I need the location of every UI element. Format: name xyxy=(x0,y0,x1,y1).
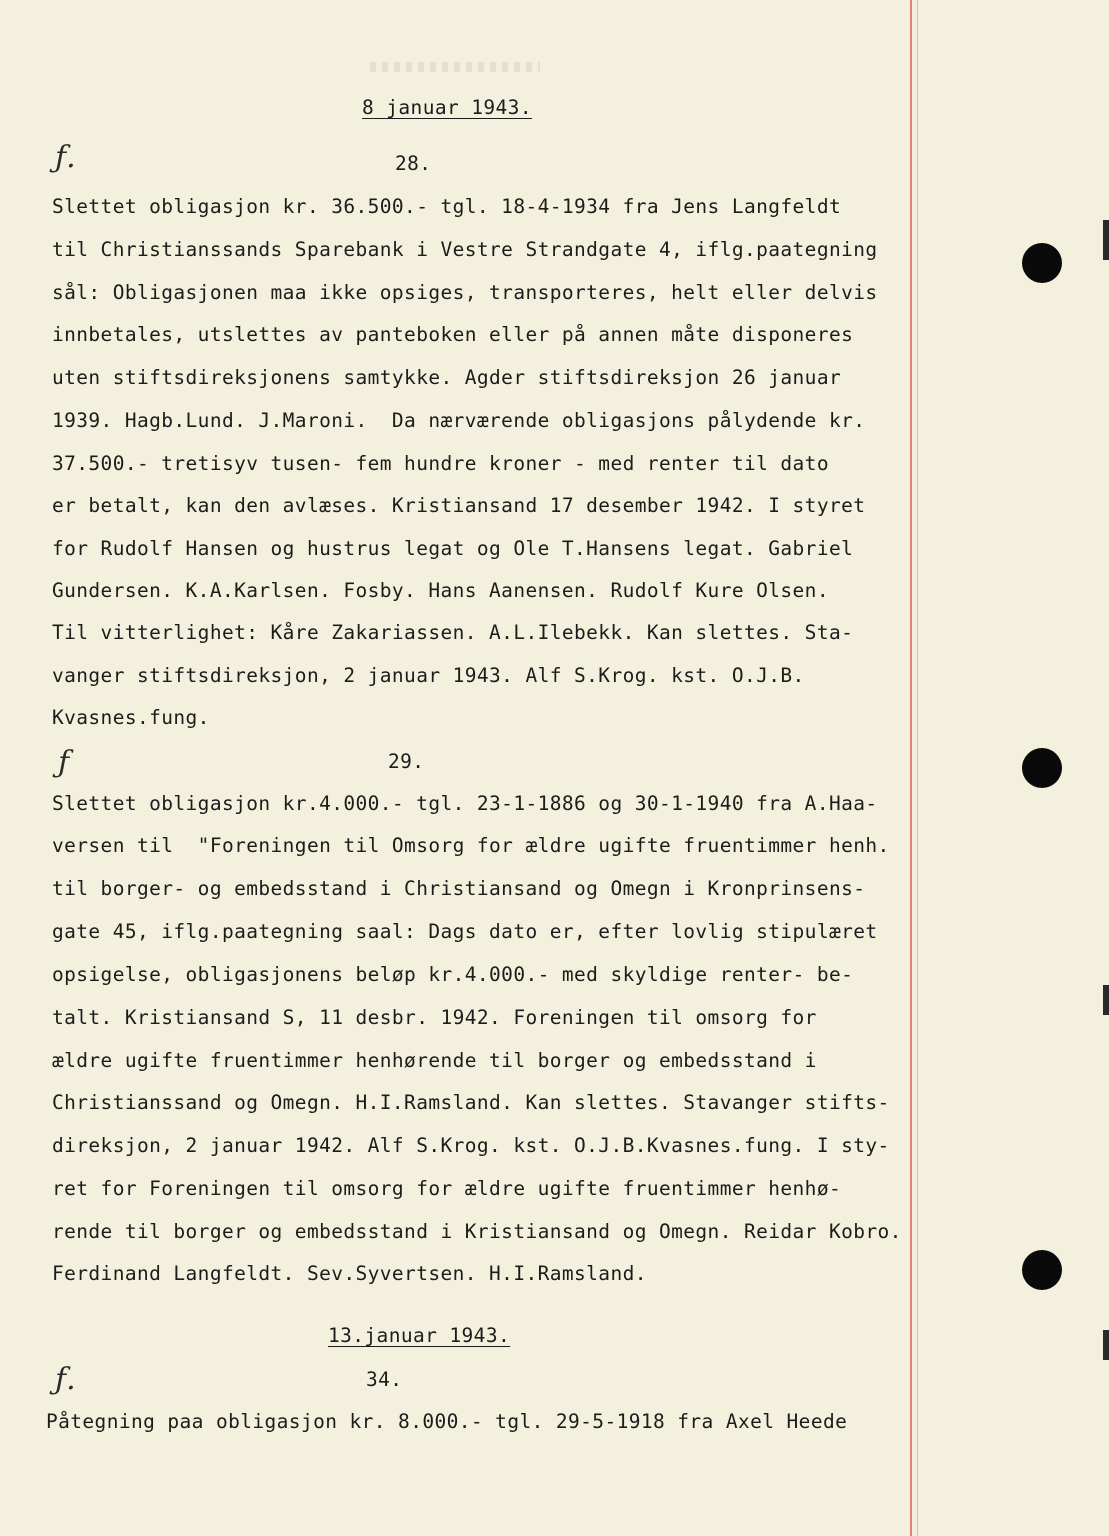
text-line: Ferdinand Langfeldt. Sev.Syvertsen. H.I.Ramsland. xyxy=(52,1262,647,1285)
text-line: talt. Kristiansand S, 11 desbr. 1942. Foreningen til omsorg for xyxy=(52,1006,817,1029)
margin-rule xyxy=(910,0,912,1536)
text-line: innbetales, utslettes av panteboken eller på annen måte disponeres xyxy=(52,323,854,346)
edge-mark xyxy=(1103,985,1109,1015)
text-line: ældre ugifte fruentimmer henhørende til borger og embedsstand i xyxy=(52,1049,817,1072)
text-line: Til vitterlighet: Kåre Zakariassen. A.L.Ilebekk. Kan slettes. Sta- xyxy=(52,621,854,644)
text-line: 1939. Hagb.Lund. J.Maroni. Da nærværende obligasjons pålydende kr. xyxy=(52,409,866,432)
punch-hole-1 xyxy=(1022,243,1062,283)
text-line: Slettet obligasjon kr.4.000.- tgl. 23-1-1886 og 30-1-1940 fra A.Haa- xyxy=(52,792,878,815)
text-line: versen til "Foreningen til Omsorg for ældre ugifte fruentimmer henh. xyxy=(52,834,890,857)
text-line: til Christianssands Sparebank i Vestre Strandgate 4, iflg.paategning xyxy=(52,238,878,261)
entry-number: 28. xyxy=(395,152,432,175)
edge-mark xyxy=(1103,220,1109,260)
text-line: uten stiftsdireksjonens samtykke. Agder stiftsdireksjon 26 januar xyxy=(52,366,842,389)
margin-signature-mark: ƒ. xyxy=(55,140,76,175)
entry-number: 29. xyxy=(388,750,425,773)
text-line: Påtegning paa obligasjon kr. 8.000.- tgl. 29-5-1918 fra Axel Heede xyxy=(46,1410,848,1433)
punch-hole-2 xyxy=(1022,748,1062,788)
text-line: sål: Obligasjonen maa ikke opsiges, transporteres, helt eller delvis xyxy=(52,281,878,304)
text-line: Slettet obligasjon kr. 36.500.- tgl. 18-4-1934 fra Jens Langfeldt xyxy=(52,195,842,218)
entry-number: 34. xyxy=(366,1368,403,1391)
text-line: Kvasnes.fung. xyxy=(52,706,210,729)
margin-rule-secondary xyxy=(917,0,918,1536)
punch-hole-3 xyxy=(1022,1250,1062,1290)
text-line: ret for Foreningen til omsorg for ældre ugifte fruentimmer henhø- xyxy=(52,1177,842,1200)
text-line: rende til borger og embedsstand i Kristiansand og Omegn. Reidar Kobro. xyxy=(52,1220,902,1243)
text-line: Gundersen. K.A.Karlsen. Fosby. Hans Aanensen. Rudolf Kure Olsen. xyxy=(52,579,829,602)
text-line: opsigelse, obligasjonens beløp kr.4.000.- med skyldige renter- be- xyxy=(52,963,854,986)
edge-mark xyxy=(1103,1330,1109,1360)
text-line: til borger- og embedsstand i Christiansand og Omegn i Kronprinsens- xyxy=(52,877,866,900)
entry-date: 8 januar 1943. xyxy=(362,96,532,119)
text-line: gate 45, iflg.paategning saal: Dags dato er, efter lovlig stipulæret xyxy=(52,920,878,943)
text-line: vanger stiftsdireksjon, 2 januar 1943. Alf S.Krog. kst. O.J.B. xyxy=(52,664,805,687)
text-line: er betalt, kan den avlæses. Kristiansand 17 desember 1942. I styret xyxy=(52,494,866,517)
text-line: for Rudolf Hansen og hustrus legat og Ole T.Hansens legat. Gabriel xyxy=(52,537,854,560)
text-line: Christianssand og Omegn. H.I.Ramsland. Kan slettes. Stavanger stifts- xyxy=(52,1091,890,1114)
text-line: direksjon, 2 januar 1942. Alf S.Krog. kst. O.J.B.Kvasnes.fung. I sty- xyxy=(52,1134,890,1157)
text-line: 37.500.- tretisyv tusen- fem hundre kroner - med renter til dato xyxy=(52,452,829,475)
margin-signature-mark: ƒ. xyxy=(55,1362,76,1397)
entry-date: 13.januar 1943. xyxy=(328,1324,511,1347)
faint-stamp xyxy=(370,62,540,72)
margin-signature-mark: ƒ xyxy=(58,745,70,780)
